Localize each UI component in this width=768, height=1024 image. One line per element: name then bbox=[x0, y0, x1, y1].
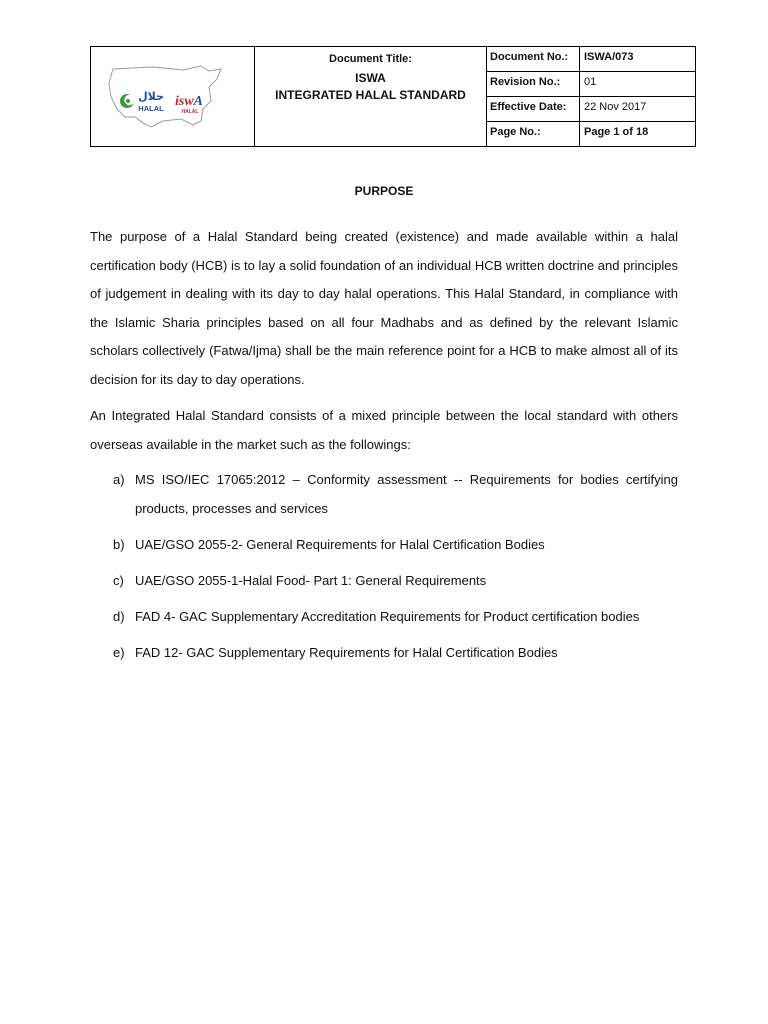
meta-row-page-no bbox=[487, 122, 695, 146]
meta-value: Page 1 of 18 bbox=[584, 126, 649, 138]
list-item bbox=[113, 466, 678, 523]
meta-value: 22 Nov 2017 bbox=[584, 101, 647, 113]
list-item bbox=[113, 567, 678, 596]
meta-value: ISWA/073 bbox=[584, 51, 634, 63]
document-title-cell bbox=[255, 47, 487, 146]
document-header-table bbox=[90, 46, 696, 147]
list-item bbox=[113, 639, 678, 668]
list-marker: c) bbox=[113, 572, 124, 588]
meta-row-effective-date bbox=[487, 97, 695, 122]
meta-row-document-no bbox=[487, 47, 695, 72]
paragraph-integrated-standard: An Integrated Halal Standard consists of a mixed principle between the local standard with others overseas available in the market such as the followings: bbox=[90, 408, 678, 452]
list-marker: d) bbox=[113, 608, 125, 624]
document-meta-cell bbox=[487, 47, 695, 146]
meta-label: Page No.: bbox=[487, 122, 580, 146]
meta-row-revision-no bbox=[487, 72, 695, 97]
list-item-text: MS ISO/IEC 17065:2012 – Conformity assessment -- Requirements for bodies certifying products, processes and services bbox=[135, 472, 678, 516]
list-item bbox=[113, 603, 678, 632]
paragraph-purpose: The purpose of a Halal Standard being created (existence) and made available within a halal certification body (HCB) is to lay a solid foundation of an individual HCB written doctrine and principles of judgement in dealing with its day to day halal operations. This Halal Standard, in compliance with the Islamic Sharia principles based on all four Madhabs and as defined by the relevant Islamic scholars collectively (Fatwa/Ijma) shall be the main reference point for a HCB to make almost all of its decision for its day to day operations. bbox=[90, 229, 678, 387]
list-item-text: FAD 12- GAC Supplementary Requirements for Halal Certification Bodies bbox=[135, 644, 558, 660]
meta-label: Document No.: bbox=[487, 47, 580, 71]
list-item-text: UAE/GSO 2055-2- General Requirements for Halal Certification Bodies bbox=[135, 536, 545, 552]
meta-label: Effective Date: bbox=[487, 97, 580, 121]
list-item bbox=[113, 531, 678, 560]
list-item-text: FAD 4- GAC Supplementary Accreditation Requirements for Product certification bodies bbox=[135, 608, 640, 624]
list-marker: b) bbox=[113, 536, 125, 552]
document-title-line2: INTEGRATED HALAL STANDARD bbox=[275, 88, 466, 102]
section-heading: PURPOSE bbox=[354, 184, 414, 198]
logo-iswa-sub-text: HALAL bbox=[181, 109, 199, 115]
logo-halal-text: HALAL bbox=[138, 104, 164, 113]
document-title-line1: ISWA bbox=[355, 71, 386, 85]
logo-cell bbox=[91, 47, 255, 146]
list-marker: a) bbox=[113, 472, 125, 487]
list-marker: e) bbox=[113, 644, 125, 660]
iswa-halal-logo bbox=[105, 61, 225, 137]
list-item-text: UAE/GSO 2055-1-Halal Food- Part 1: General Requirements bbox=[135, 572, 487, 588]
standards-list bbox=[113, 466, 678, 675]
document-title-label: Document Title: bbox=[329, 53, 412, 65]
logo-arabic-text: حلال bbox=[138, 90, 164, 103]
meta-value: 01 bbox=[584, 76, 597, 88]
meta-label: Revision No.: bbox=[487, 72, 580, 96]
logo-iswa-text: iswA bbox=[174, 94, 204, 109]
